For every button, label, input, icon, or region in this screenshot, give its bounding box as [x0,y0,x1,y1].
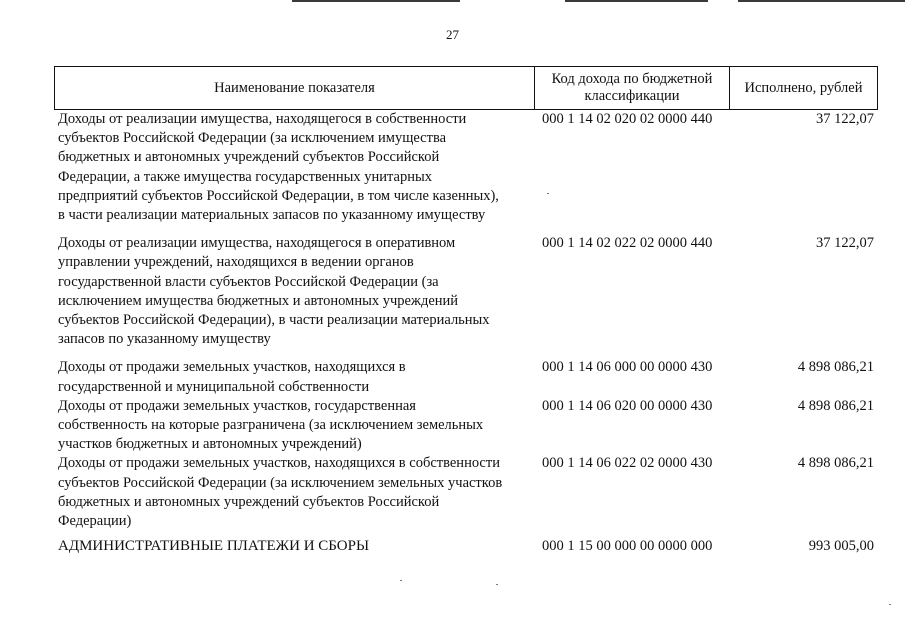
table-row [54,454,877,531]
row-name [54,358,534,396]
row-name-line: в части реализации материальных запасов по указанному имуществу [58,207,486,224]
row-name [54,454,534,531]
row-code: 000 1 14 02 022 02 0000 440 [542,235,713,252]
row-amount: 37 122,07 [816,235,874,252]
row-name-line: Доходы от реализации имущества, находящегося в оперативном [58,235,456,252]
header-name: Наименование показателя [55,67,535,110]
row-amount: 993 005,00 [808,538,874,555]
row-name-line: Доходы от продажи земельных участков, находящихся в [58,359,406,376]
table-row [54,110,877,225]
row-name-line: исключением имущества бюджетных и автономных учреждений [58,292,459,309]
table-row [54,397,877,455]
row-name [54,537,534,556]
row-name-line: государственной и муниципальной собственности [58,378,370,395]
row-name-line: Доходы от продажи земельных участков, находящихся в собственности [58,455,500,472]
row-name-line: участков бюджетных и автономных учреждений) [58,436,362,453]
row-name-line: субъектов Российской Федерации (за исключением имущества [58,130,447,147]
row-code: 000 1 14 06 020 00 0000 430 [542,397,713,414]
row-name-line: собственность на которые разграничена (за исключением земельных [58,417,484,434]
row-name [54,234,534,349]
row-name [54,110,534,225]
scan-speck [889,604,891,605]
row-code: 000 1 14 06 000 00 0000 430 [542,359,713,376]
scan-speck [496,584,498,585]
row-name [54,397,534,455]
scan-edge-line [738,0,905,2]
row-amount: 4 898 086,21 [797,359,874,376]
table-row-section [54,537,877,556]
table-row [54,234,877,349]
scan-edge-line [292,0,460,2]
row-name-line: Федерации) [58,513,132,530]
table-body [54,110,877,556]
row-name-line: субъектов Российской Федерации), в части реализации материальных [58,312,490,329]
row-code: 000 1 14 02 020 02 0000 440 [542,111,713,127]
row-amount: 4 898 086,21 [797,455,874,472]
row-name-line: управлении учреждений, находящихся в ведении органов [58,254,414,271]
row-name-line: Доходы от продажи земельных участков, государственная [58,397,416,414]
header-code: Код дохода по бюджетной классификации [535,67,730,110]
page-number: 27 [446,27,459,42]
row-name-line: бюджетных и автономных учреждений субъектов Российской [58,493,440,510]
row-code: 000 1 15 00 000 00 0000 000 [542,538,713,555]
scan-speck [547,193,549,194]
row-name-line: Доходы от реализации имущества, находящегося в собственности [58,111,467,127]
row-name-line: АДМИНИСТРАТИВНЫЕ ПЛАТЕЖИ И СБОРЫ [58,538,370,555]
table-header [54,66,878,110]
row-name-line: запасов по указанному имуществу [58,331,271,348]
row-name-line: Федерации, а также имущества государственных унитарных [58,168,432,185]
row-code: 000 1 14 06 022 02 0000 430 [542,455,713,472]
row-name-line: субъектов Российской Федерации (за исключением земельных участков [58,474,503,491]
row-name-line: государственной власти субъектов Российской Федерации (за [58,273,439,290]
header-amount: Исполнено, рублей [730,67,878,110]
scan-edge-line [565,0,708,2]
row-amount: 37 122,07 [816,111,874,127]
table-row [54,358,877,396]
row-name-line: предприятий субъектов Российской Федерации, в том числе казенных), [58,187,499,204]
row-amount: 4 898 086,21 [797,397,874,414]
scan-speck [400,580,402,581]
row-name-line: бюджетных и автономных учреждений субъектов Российской [58,149,440,166]
